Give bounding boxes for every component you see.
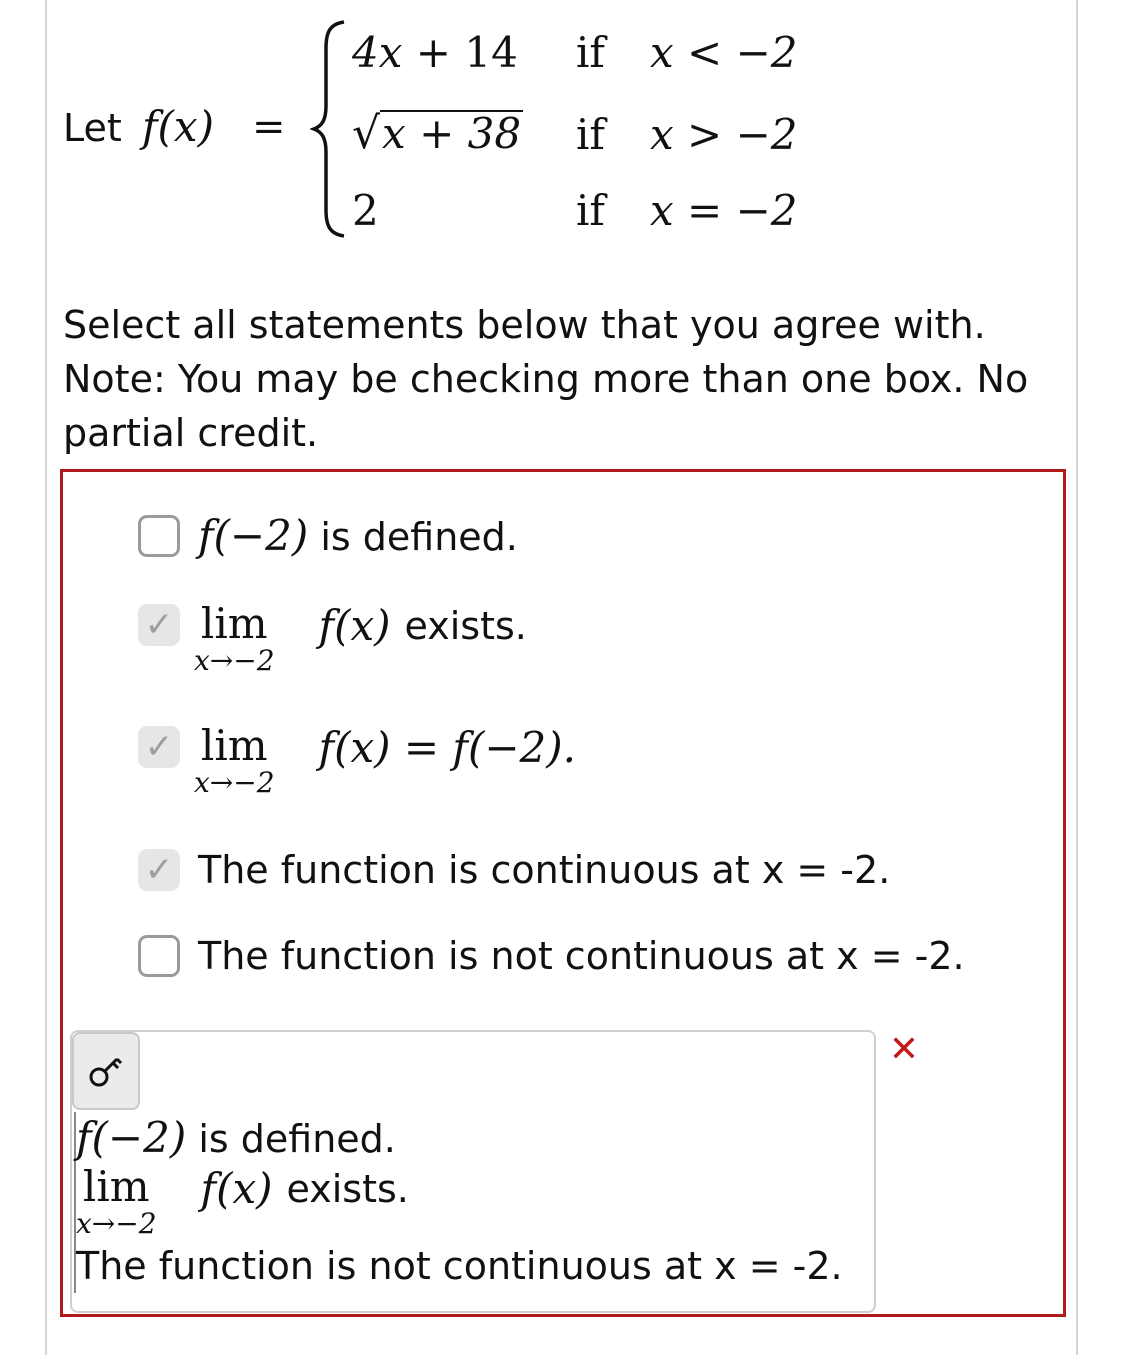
preview-line-2-lim — [76, 1162, 157, 1240]
checkbox-f-defined[interactable] — [138, 515, 180, 557]
option-2-lim-word: lim — [200, 599, 268, 648]
key-icon — [86, 1051, 126, 1091]
preview-line-2-lim-sub: x→−2 — [76, 1207, 157, 1240]
preview-line-2-math: f(x) — [200, 1164, 273, 1213]
checkmark-icon: ✓ — [144, 605, 174, 645]
checkmark-icon: ✓ — [144, 850, 174, 890]
checkbox-not-continuous[interactable] — [138, 935, 180, 977]
option-not-continuous[interactable] — [138, 934, 965, 978]
option-3-lim — [194, 721, 275, 799]
left-border — [45, 0, 47, 1355]
option-5-text: The function is not continuous at x = -2. — [198, 934, 965, 978]
case-1-condition: x < −2 — [650, 28, 798, 77]
preview-line-1-math: f(−2) — [76, 1113, 187, 1162]
option-2-math: f(x) — [318, 601, 391, 650]
preview-line-2-lim-word: lim — [82, 1162, 150, 1211]
case-2-expression — [352, 108, 523, 159]
instructions — [63, 298, 1063, 460]
case-1-constant: 14 — [464, 28, 518, 77]
option-3-math: f(x) = f(−2). — [318, 723, 577, 772]
option-2-lim — [194, 599, 275, 677]
case-1-if: if — [576, 28, 605, 77]
option-continuous[interactable] — [138, 848, 890, 892]
case-2-if: if — [576, 110, 605, 159]
equals-sign: = — [252, 104, 286, 150]
sqrt-icon: √ — [352, 108, 381, 159]
option-limit-exists[interactable] — [138, 599, 527, 677]
preview-line-3: The function is not continuous at x = -2. — [76, 1244, 843, 1288]
preview-key-button[interactable] — [72, 1032, 140, 1110]
instructions-line-1: Select all statements below that you agree with. — [63, 303, 986, 347]
option-2-lim-sub: x→−2 — [194, 644, 275, 677]
case-3-expression: 2 — [352, 186, 379, 235]
case-3-condition: x = −2 — [650, 186, 798, 235]
case-1-plus: + — [415, 28, 451, 77]
option-4-text: The function is continuous at x = -2. — [198, 848, 891, 892]
right-border — [1076, 0, 1078, 1355]
case-1-expression — [352, 28, 518, 77]
option-1-math: f(−2) — [198, 511, 309, 560]
wrong-x-icon: ✕ — [888, 1029, 920, 1070]
checkbox-limit-exists[interactable] — [138, 604, 180, 646]
preview-line-1 — [76, 1112, 843, 1165]
function-lhs: f(x) — [142, 102, 215, 151]
case-1-term: 4x — [352, 28, 403, 77]
instructions-line-2: Note: You may be checking more than one box. No — [63, 357, 1029, 401]
option-3-lim-word: lim — [200, 721, 268, 770]
preview-line-2-text: exists. — [286, 1167, 409, 1211]
case-2-condition: x > −2 — [650, 110, 798, 159]
checkbox-continuous[interactable] — [138, 849, 180, 891]
left-brace-icon — [310, 18, 350, 240]
option-3-label — [194, 721, 577, 799]
let-label: Let — [63, 106, 122, 150]
option-1-label — [198, 511, 518, 560]
option-2-text: exists. — [404, 604, 527, 648]
case-2-radicand: x + 38 — [382, 109, 522, 158]
preview-content — [74, 1112, 843, 1293]
checkmark-icon: ✓ — [144, 727, 174, 767]
option-limit-equals[interactable] — [138, 721, 577, 799]
option-f-defined[interactable] — [138, 511, 518, 560]
instructions-line-3: partial credit. — [63, 411, 319, 455]
case-3-if: if — [576, 186, 605, 235]
option-3-lim-sub: x→−2 — [194, 766, 275, 799]
checkbox-limit-equals[interactable] — [138, 726, 180, 768]
preview-line-2 — [76, 1162, 843, 1240]
option-1-text: is defined. — [320, 515, 518, 559]
preview-line-1-text: is defined. — [198, 1117, 396, 1161]
option-2-label — [194, 599, 527, 677]
